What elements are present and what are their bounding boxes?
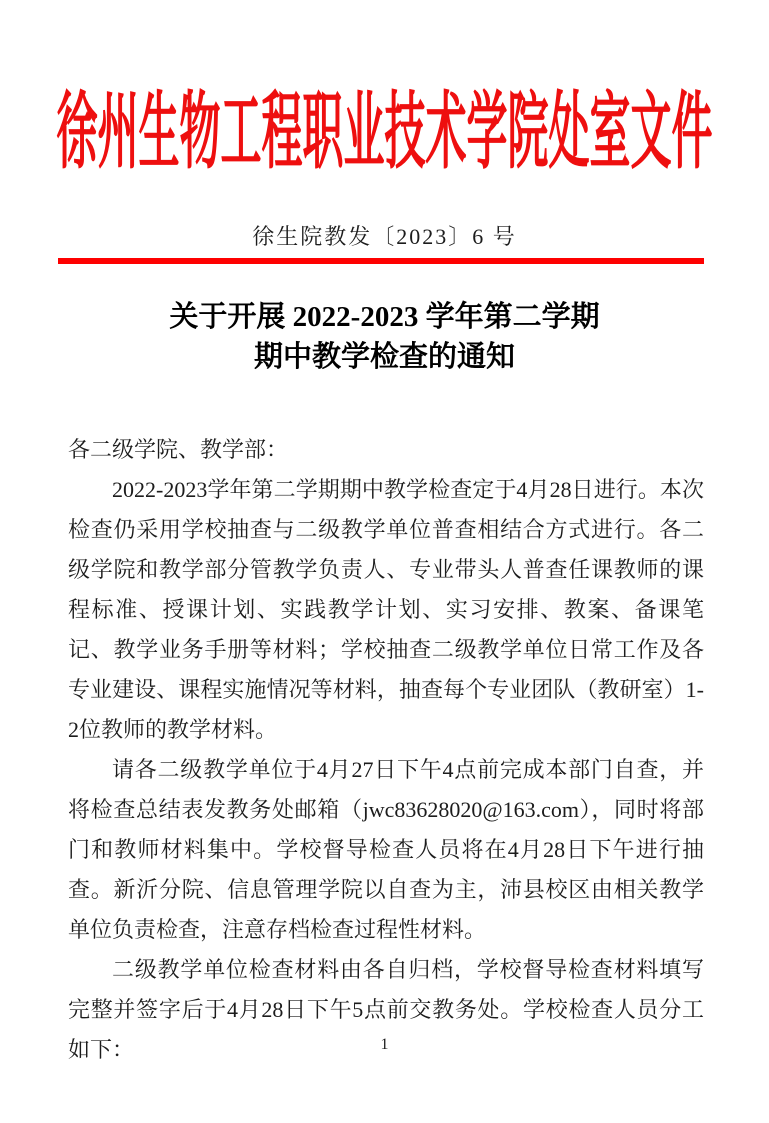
document-title-line-2: 期中教学检查的通知 bbox=[253, 341, 515, 373]
page-number: 1 bbox=[380, 1036, 389, 1053]
document-body bbox=[68, 430, 704, 1070]
paragraph: 请各二级教学单位于4月27日下午4点前完成本部门自查，并将检查总结表发教务处邮箱（jwc83628020@163.com），同时将部门和教师材料集中。学校督导检查人员将在4月28日下午进行抽查。新沂分院、信息管理学院以自查为主，沛县校区由相关教学单位负责检查，注意存档检查过程性材料。 bbox=[68, 757, 704, 942]
document-title-line-1: 关于开展 2022-2023 学年第二学期 bbox=[169, 301, 600, 333]
paragraph: 二级教学单位检查材料由各自归档，学校督导检查材料填写完整并签字后于4月28日下午5点前交教务处。学校检查人员分工如下： bbox=[68, 957, 704, 1062]
document-title bbox=[0, 297, 769, 377]
masthead-title: 徐州生物工程职业技术学院处室文件 bbox=[56, 84, 713, 179]
document-number: 徐生院教发〔2023〕6 号 bbox=[252, 224, 517, 249]
red-separator-line bbox=[58, 258, 704, 264]
salutation: 各二级学院、教学部： bbox=[68, 437, 289, 462]
paragraph: 2022-2023学年第二学期期中教学检查定于4月28日进行。本次检查仍采用学校抽查与二级教学单位普查相结合方式进行。各二级学院和教学部分管教学负责人、专业带头人普查任课教师的课程标准、授课计划、实践教学计划、实习安排、教案、备课笔记、教学业务手册等材料；学校抽查二级教学单位日常工作及各专业建设、课程实施情况等材料，抽查每个专业团队（教研室）1-2位教师的教学材料。 bbox=[68, 477, 704, 742]
